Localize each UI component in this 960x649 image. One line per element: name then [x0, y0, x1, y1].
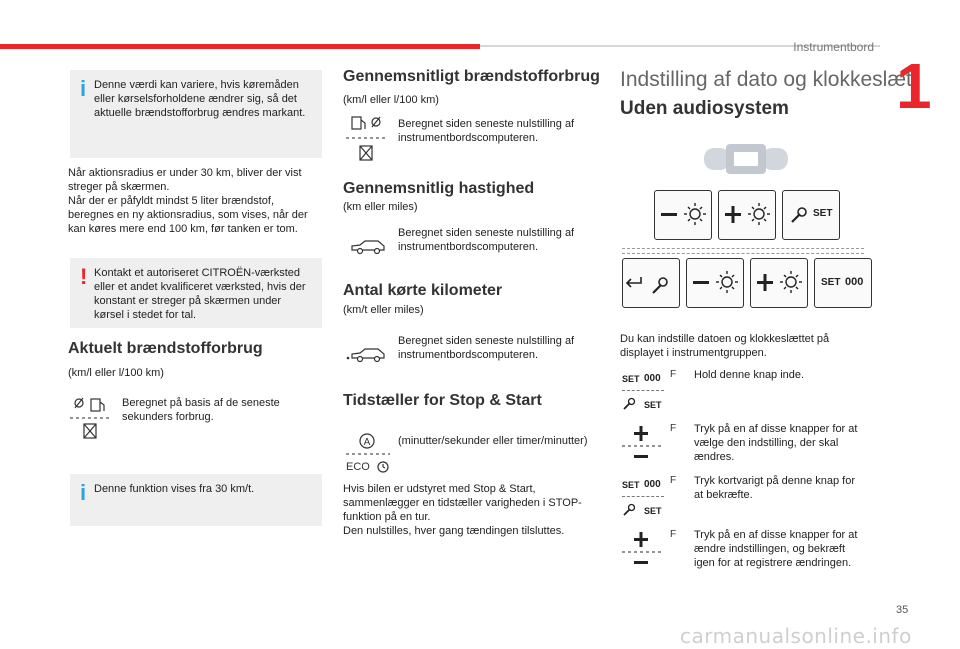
- set-label: SET: [622, 480, 640, 490]
- paragraph-range: [68, 166, 318, 236]
- zero-label: 000: [845, 276, 864, 288]
- set-label: SET: [622, 374, 640, 384]
- divider-lower: [622, 253, 864, 254]
- section-title-stop-start: Tidstæller for Stop & Start: [343, 392, 542, 409]
- minus-light-button-top[interactable]: [654, 190, 712, 240]
- car-distance-icon: [346, 344, 388, 364]
- zero-label: 000: [644, 373, 661, 384]
- section-unit-current: (km/l eller l/100 km): [68, 367, 164, 379]
- section-unit-avg-consumption: (km/l eller l/100 km): [343, 94, 439, 106]
- minus-light-button-bottom[interactable]: [686, 258, 744, 308]
- stop-start-body-line-2: Den nulstilles, hver gang tændingen tilsluttes.: [343, 525, 565, 537]
- wrench-icon: [622, 397, 636, 411]
- info-note-2-text: Denne funktion vises fra 30 km/t.: [94, 483, 255, 495]
- zero-label: 000: [644, 479, 661, 490]
- info-icon: i: [80, 480, 87, 505]
- section-subtitle-no-audio: Uden audiosystem: [620, 98, 789, 119]
- warning-note-text: Kontakt et autoriseret CITROËN-værksted eller et andet kvalificeret værksted, hvis der konstant er streger på skærmen under kørsel i stedet for tal.: [94, 267, 306, 321]
- wrench-icon: [789, 205, 809, 225]
- section-title-current-consumption: Aktuelt brændstofforbrug: [68, 340, 263, 357]
- instrument-cluster-icon: [700, 142, 792, 176]
- bullet-icon: F: [670, 423, 677, 434]
- stop-start-body-line-1: Hvis bilen er udstyret med Stop & Start, sammenlægger en tidstæller varigheden i STOP-funktion på en tur.: [343, 483, 582, 523]
- minus-light-icon: [655, 191, 711, 239]
- set-label: SET: [813, 208, 833, 219]
- info-icon: i: [80, 76, 87, 101]
- chapter-name: Instrumentbord: [793, 40, 874, 54]
- avg-consumption-icon: [346, 114, 386, 164]
- step-1-icon: [622, 370, 664, 414]
- avg-speed-text: Beregnet siden seneste nulstilling af instrumentbordscomputeren.: [398, 227, 575, 253]
- chapter-number: 1: [896, 50, 932, 122]
- stop-start-text: (minutter/sekunder eller timer/minutter): [398, 435, 588, 447]
- divider-upper: [622, 248, 864, 249]
- set-label: SET: [821, 277, 841, 288]
- step-1-text: Hold denne knap inde.: [694, 369, 805, 381]
- step-divider: [622, 496, 664, 497]
- bullet-icon: F: [670, 529, 677, 540]
- step-3-icon: [622, 476, 664, 520]
- bullet-icon: F: [670, 475, 677, 486]
- minus-light-icon: [687, 259, 743, 307]
- wrench-set-button-top[interactable]: [782, 190, 840, 240]
- warning-icon: !: [80, 264, 88, 289]
- section-title-avg-speed: Gennemsnitlig hastighed: [343, 180, 535, 197]
- avg-consumption-text: Beregnet siden seneste nulstilling af instrumentbordscomputeren.: [398, 118, 575, 144]
- current-consumption-text: Beregnet på basis af de seneste sekunders forbrug.: [122, 397, 280, 423]
- plus-light-button-top[interactable]: [718, 190, 776, 240]
- set-000-button[interactable]: [814, 258, 872, 308]
- step-3-text: Tryk kortvarigt på denne knap for at bekræfte.: [694, 475, 856, 501]
- section-title-distance: Antal kørte kilometer: [343, 282, 503, 299]
- info-note-1: [70, 70, 322, 158]
- bullet-icon: F: [670, 369, 677, 380]
- plus-light-button-bottom[interactable]: [750, 258, 808, 308]
- info-note-1-text: Denne værdi kan variere, hvis køremåden eller kørselsforholdene ændrer sig, så det aktuelle brændstofforbrug ændres markant.: [94, 79, 306, 119]
- eco-label: ECO: [346, 461, 370, 473]
- step-2-text: Tryk på en af disse knapper for at vælge den indstilling, der skal ændres.: [694, 423, 858, 463]
- distance-text: Beregnet siden seneste nulstilling af instrumentbordscomputeren.: [398, 335, 575, 361]
- back-wrench-button[interactable]: [622, 258, 680, 308]
- watermark: carmanualsonline.info: [680, 624, 912, 648]
- plus-minus-icon: [622, 424, 662, 464]
- fuel-consumption-icon: [70, 396, 110, 442]
- section-unit-distance: (km/t eller miles): [343, 304, 424, 316]
- info-note-2: [70, 474, 322, 526]
- page-number: 35: [896, 604, 909, 616]
- stop-start-body: [343, 482, 593, 538]
- plus-light-icon: [751, 259, 807, 307]
- step-4-text: Tryk på en af disse knapper for at ændre indstillingen, og bekræft igen for at registrere ændringen.: [694, 529, 858, 569]
- svg-text:A: A: [363, 437, 371, 448]
- set-label: SET: [644, 506, 662, 516]
- header-red-bar: [0, 44, 480, 49]
- wrench-icon: [622, 503, 636, 517]
- car-speed-icon: [348, 236, 388, 256]
- set-label: SET: [644, 400, 662, 410]
- plus-light-icon: [719, 191, 775, 239]
- paragraph-line-1: Når aktionsradius er under 30 km, bliver der vist streger på skærmen.: [68, 167, 302, 193]
- plus-minus-icon: [622, 530, 662, 570]
- section-unit-avg-speed: (km eller miles): [343, 201, 418, 213]
- section-title-avg-consumption: Gennemsnitligt brændstofforbrug: [343, 68, 600, 85]
- warning-note: [70, 258, 322, 328]
- back-wrench-icon: [623, 259, 679, 307]
- paragraph-line-2: Når der er påfyldt mindst 5 liter brændstof, beregnes en ny aktionsradius, som vises, når der kan køres mere end 100 km, før tanken er tom.: [68, 195, 308, 235]
- step-divider: [622, 390, 664, 391]
- section-title-date-time: Indstilling af dato og klokkeslæt: [620, 68, 912, 91]
- date-time-intro: Du kan indstille datoen og klokkeslættet på displayet i instrumentgruppen.: [620, 333, 830, 359]
